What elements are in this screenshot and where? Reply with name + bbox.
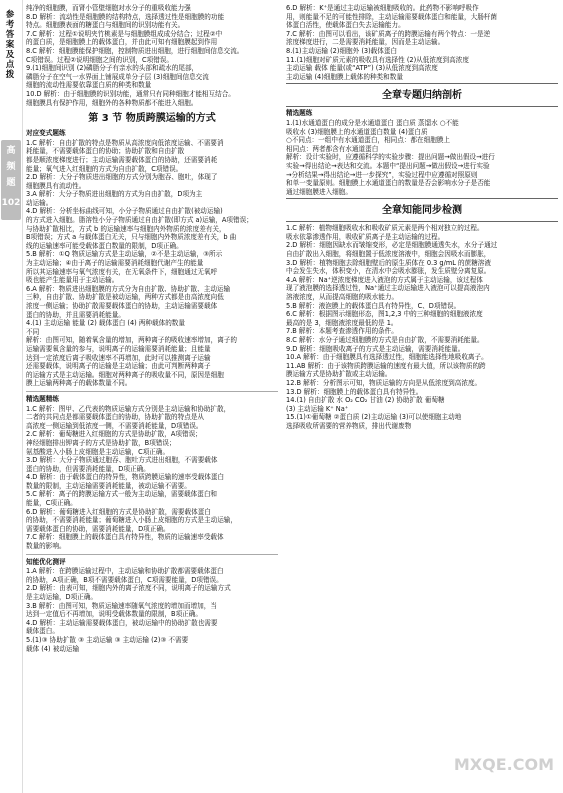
left-block-2 <box>26 405 278 551</box>
text-line: 7.C 解析：过程①说明夹竹桃素是与细胞膜组成成分结合；过程②中 <box>26 29 223 38</box>
text-line: 神经细胞排出钾离子的方式是协助扩散，B项错误； <box>26 438 176 447</box>
left-block-3 <box>26 567 278 653</box>
text-line: 线的运输速率可能受载体蛋白数量的限制，D项正确。 <box>26 241 183 250</box>
text-line: 2.D 解析：由表可知，细胞内外的离子浓度不同，说明离子的运输方式 <box>26 584 231 593</box>
text-line: 需要载体蛋白的协助，需要消耗能量，D项正确。 <box>26 524 170 533</box>
text-line: 8.C 解析：细胞膜能保护细胞，控制物质进出细胞，进行细胞间信息交流。 <box>26 46 244 55</box>
text-line: 细胞膜具有保护作用，细胞外的各种物质都不能进入细胞。 <box>26 98 198 107</box>
text-line: 3.D 解析：大分子物质通过胞吞、胞吐方式进出细胞，不需要载体 <box>26 456 218 465</box>
text-line: 动运输。 <box>26 198 53 207</box>
side-char: 点 <box>5 60 15 70</box>
text-line: 6.A 解析：物质进出细胞膜的方式分为自由扩散、协助扩散、主动运输 <box>26 284 231 293</box>
text-line: 所以其运输速率与氧气浓度有关，在无氧条件下，细胞通过无氧呼 <box>26 267 218 276</box>
divider <box>26 391 278 392</box>
subheading: 对应变式题练 <box>26 129 66 138</box>
section-rule <box>286 221 558 222</box>
text-line: 13.D 解析：细胞膜上的载体蛋白具有特异性。 <box>286 387 423 396</box>
side-tab-char: 题 <box>6 178 16 188</box>
text-line: 选择吸收所需要的营养物质，排出代谢废物 <box>286 421 412 430</box>
text-line: 3.A 解析：大分子物质进出细胞的方式为自由扩散，D项为主 <box>26 190 203 199</box>
text-line: 10.A 解析：由于细胞膜具有选择透过性，细胞能选择性地吸收离子。 <box>286 353 488 362</box>
text-line: 7.B 解析：本题考查渗透作用的条件。 <box>286 327 398 336</box>
text-line: 4.D 解析：主动运输需要载体蛋白，被动运输中的协助扩散也需要 <box>26 618 218 627</box>
text-line: 细胞膜具有流动性。 <box>26 181 86 190</box>
text-line: 8.C 解析：水分子通过细胞膜的方式是自由扩散，不需要消耗能量。 <box>286 336 484 344</box>
text-line: 细胞的流动性需要依靠蛋白质的种类和数量 <box>26 81 152 90</box>
text-line: 特点。细胞膜表面的糖蛋白与细胞间的识别功能有关。 <box>26 21 185 30</box>
text-line: 2.D 解析：细胞因缺水而皱缩变形，必定是细胞膜通透失水，水分子通过 <box>286 241 498 250</box>
text-line: 现了液泡膜的选择透过性，Na⁺通过主动运输进入液泡可以提高液泡内 <box>286 284 490 293</box>
text-line: 二者的共同点是都需要载体蛋白的协助，协助扩散的特点是从 <box>26 413 205 422</box>
text-line: 8.D 解析：流动性是细胞膜的结构特点，选择透过性是细胞膜的功能 <box>26 12 225 21</box>
right-column <box>286 4 558 431</box>
text-line: 氨基酸进入小肠上皮细胞是主动运输，C项正确。 <box>26 447 170 456</box>
side-tab <box>1 140 21 220</box>
text-line: 达到一定浓度后离子吸收速率不再增加，此时可以推测离子运输 <box>26 353 211 362</box>
text-line: 运输需要氧含量的参与，说明离子的运输需要消耗能量；且能量 <box>26 344 211 353</box>
text-line: 10.D 解析：由于细胞膜的识别功能，通常只有同种细胞才能相互结合。 <box>26 89 235 98</box>
text-line: 和单一变量原则。细胞膜上水通道蛋白的数量是否会影响水分子是否能 <box>286 179 491 188</box>
text-line: 吸也能产生能量用于主动运输。 <box>26 276 119 285</box>
subheading: 精选题精练 <box>26 394 59 403</box>
section-rule <box>286 198 558 199</box>
text-line: 解析：设计实验时，应遵循科学的实验步骤：提出问题→做出假设→进行 <box>286 153 495 162</box>
text-line: 1.C 解析：图甲、乙代表的物质运输方式分别是主动运输和协助扩散， <box>26 404 231 413</box>
side-char: 拨 <box>5 70 15 80</box>
text-line: 6.C 解析：根据图示细胞形态，图1,2,3 中的三种细胞的细胞液浓度 <box>286 310 483 319</box>
text-line: 纯净的细胞膜，而肾小管壁细胞对水分子的重吸收能力强 <box>26 4 191 12</box>
text-line: 4.A 解析：Na⁺逆浓度梯度进入液泡的方式属于主动运输，该过程体 <box>286 275 483 284</box>
text-line: 解析：由图可知，随着氧含量的增加，两种离子的吸收速率增加，离子的 <box>26 336 237 345</box>
text-line: 9.D 解析：细胞吸收离子的方式是主动运输，需要消耗能量。 <box>286 344 465 353</box>
text-line: 能量，C项正确。 <box>26 499 77 508</box>
text-line: 通过细胞膜进入细胞。 <box>286 187 352 196</box>
text-line: 数量的限制，主动运输需要消耗能量，被动运输不需要。 <box>26 481 191 490</box>
text-line: 最高的是 3，细胞液浓度最低的是 1。 <box>286 318 398 327</box>
text-line: 8.(1)主动运输 (2)细胞外 (3)载体蛋白 <box>286 46 398 55</box>
text-line: 实验→得出结论→表达和交流。本题中“提出问题→做出假设→进行实验 <box>286 161 490 170</box>
text-line: 三种，自由扩散、协助扩散是被动运输，两种方式都是由高浓度向低 <box>26 293 224 302</box>
right-block-1 <box>286 119 558 196</box>
text-line: 相同点：两者都含有水通道蛋白 <box>286 144 379 153</box>
text-line: 15.(1)①葡萄糖 ②蛋白质 (2)主动运输 (3)可以使细胞主动地 <box>286 413 462 422</box>
right-pre-block <box>286 4 558 81</box>
watermark-logo <box>420 740 560 780</box>
text-line: 达到一定值后不再增加，说明受载体数量的限制，B项正确。 <box>26 610 202 619</box>
text-line: 1.A 解析：在跨膜运输过程中，主动运输和协助扩散都需要载体蛋白 <box>26 567 224 576</box>
text-line: 的方式进入细胞。脂溶性小分子物质通过自由扩散(即方式 a)运输，A项错误； <box>26 216 253 225</box>
text-line: 溶液浓度，从而提高细胞的吸水能力。 <box>286 293 399 302</box>
text-line: 5.B 解析：①Q 物质运输方式是主动运输，②不是主动运输，③所示 <box>26 250 223 259</box>
subheading: 知能优化测评 <box>26 557 66 566</box>
section-rule <box>286 83 558 84</box>
text-line: 3.D 解析：植物细胞去除细胞壁后的原生质体在 0.3 g/mL 的蔗糖溶液 <box>286 258 491 267</box>
text-line: 中会发生失水，体积变小，在清水中会吸水膨胀，发生质壁分离复原。 <box>286 267 491 276</box>
text-line: 高浓度一侧运输到低浓度一侧，不需要消耗能量，D项错误。 <box>26 421 203 430</box>
text-line: 6.D 解析：K⁺是通过主动运输被细胞吸收的。此药物不影响呼吸作 <box>286 4 479 12</box>
text-line: 吸收水 (3)细胞膜上的水通道蛋白数量 (4)蛋白质 <box>286 127 428 136</box>
text-line: 主动运输 载体 能量(或“ATP”) (3)从低浓度到高浓度 <box>286 64 438 73</box>
side-char: 参 <box>5 10 15 20</box>
text-line: 用，则能量不足的可能性排除，主动运输需要载体蛋白和能量，大肠杆菌 <box>286 12 497 21</box>
text-line: 1.C 解析：植物细胞吸收水和吸收矿质元素是两个相对独立的过程。 <box>286 224 484 233</box>
text-line: 14.(1) 自由扩散 水 O₂ CO₂ 甘油 (2) 协助扩散 葡萄糖 <box>286 396 445 405</box>
text-line: 4.D 解析：分析坐标曲线可知，小分子物质通过自由扩散(被动运输) <box>26 207 223 216</box>
text-line: 吸水依靠渗透作用，吸收矿质离子是主动运输的过程。 <box>286 232 445 241</box>
side-char: 及 <box>5 50 15 60</box>
text-line: 12.B 解析：分析图示可知，物质运输的方向是从低浓度到高浓度。 <box>286 378 482 387</box>
text-line: 还需要载体，说明离子的运输是主动运输；由此可判断两种离子 <box>26 362 211 371</box>
text-line: 11.AB 解析：由于该物质跨膜运输的速度有最大值，所以该物质的跨 <box>286 361 486 370</box>
text-line: 5.C 解析：离子的跨膜运输方式一般为主动运输，需要载体蛋白和 <box>26 490 218 499</box>
side-char: 考 <box>5 20 15 30</box>
text-line: 能量；氧气进入红细胞的方式为自由扩散，C项错误。 <box>26 164 183 173</box>
watermark-text: MXQE.COM <box>453 755 554 774</box>
text-line: 自由扩散出入细胞，将细胞置于低浓度溶液中，细胞会因吸水而膨胀， <box>286 250 491 259</box>
text-line: 的协助，A项正确，B项不需要载体蛋白，C项需要能量，D项错误。 <box>26 575 223 584</box>
text-line: 磷脂分子在空气一水界面上铺展成单分子层 (3)细胞间信息交流 <box>26 72 209 81</box>
text-line: 浓度一侧运输；协助扩散需要载体蛋白的协助，主动运输需要载体 <box>26 302 218 310</box>
text-line: 11.(1)细胞对矿质元素的吸收具有选择性 (2)从低浓度到高浓度 <box>286 55 469 64</box>
text-line: B项错误；方式 a 与载体蛋白无关，只与细胞内外物质浓度差有关，b 曲 <box>26 233 237 242</box>
text-line: 为主动运输；④由于离子的运输需要消耗细胞代谢产生的能量 <box>26 259 204 268</box>
text-line: 1.C 解析：自由扩散的特点是物质从高浓度向低浓度运输、不需要消 <box>26 138 224 147</box>
section-rule <box>286 106 558 107</box>
text-line: ○不同点：一组中有水通道蛋白，相同点：都在细胞膜上 <box>286 136 451 145</box>
text-line: 与协助扩散相比，方式 b 的运输速率与细胞内外物质的浓度差有关， <box>26 224 226 233</box>
text-line: 膜运输方式是协助扩散或主动运输。 <box>286 370 392 379</box>
text-line: 主动运输 (4)细胞膜上载体的种类和数量 <box>286 72 403 81</box>
text-line: 的协助，不需要消耗能量；葡萄糖进入小肠上皮细胞的方式是主动运输， <box>26 516 237 525</box>
left-column <box>26 4 278 653</box>
side-tab-char: 高 <box>6 146 16 156</box>
text-line: 2.D 解析：大分子物质进出细胞的方式分别为胞吞、胞吐，体现了 <box>26 173 218 182</box>
text-line: 不同 <box>26 327 40 336</box>
section-title: 第 3 节 物质跨膜运输的方式 <box>88 113 216 125</box>
text-line: 蛋白的协助，但需要消耗能量，D项正确。 <box>26 464 150 473</box>
text-line: 6.D 解析：葡萄糖进入红细胞的方式是协助扩散，需要载体蛋白 <box>26 507 211 516</box>
text-line: 的蛋白质，是细胞膜上的载体蛋白，并由此可知有细胞膜起到作用 <box>26 38 218 47</box>
text-line: 膜上运输两种离子的载体数量不同。 <box>26 379 132 388</box>
text-line: 7.C 解析：细胞膜上的载体蛋白具有特异性，物质的运输速率受载体 <box>26 533 224 542</box>
text-line: 体蛋白活性，使载体蛋白失去运输能力。 <box>286 21 405 30</box>
text-line: 2.C 解析：葡萄糖进入红细胞的方式是协助扩散，A项错误； <box>26 430 202 439</box>
side-margin <box>0 0 23 793</box>
text-line: 4.D 解析：由于载体蛋白的特异性，物质跨膜运输的速率受载体蛋白 <box>26 473 225 482</box>
text-line: 载体 (4) 被动运输 <box>26 644 80 653</box>
side-title <box>3 10 17 80</box>
text-line: 5.B 解析：液泡膜上的载体蛋白具有特异性，C、D项错误。 <box>286 301 461 310</box>
text-line: 的运输方式是主动运输。细胞对两种离子的吸收量不同，原因是细胞 <box>26 370 224 379</box>
text-line: 5.(1)③ 协助扩散 ③ 主动运输 ③ 主动运输 (2)③ 不需要 <box>26 635 189 644</box>
text-line: 是主动运输，D项正确。 <box>26 593 98 601</box>
text-line: 3.B 解析：由图可知，物质运输速率随氧气浓度的增加而增加，当 <box>26 601 217 610</box>
text-line: 浓度梯度进行，二是需要消耗能量，因而是主动运输。 <box>286 38 445 47</box>
left-block-1 <box>26 139 278 388</box>
text-line: (3) 主动运输 K⁺ Na⁺ <box>286 404 349 413</box>
text-line: 都是顺浓度梯度进行；主动运输需要载体蛋白的协助，还需要消耗 <box>26 155 218 164</box>
subheading: 精选题练 <box>286 109 313 118</box>
text-line: 1.(1)水通道蛋白的成分是水通道蛋白 蛋白质 蒸馏水 ○不能 <box>286 118 459 127</box>
text-line: 蛋白的协助，并且需要消耗能量。 <box>26 310 125 319</box>
divider <box>26 554 278 555</box>
text-line: 数量的影响。 <box>26 542 66 551</box>
text-line: 7.C 解析：由图可以看出，该矿质离子的跨膜运输有两个特点：一是逆 <box>286 29 491 38</box>
text-line: 耗能量，不需要载体蛋白的协助；协助扩散和自由扩散 <box>26 147 185 156</box>
left-pre-block <box>26 4 278 107</box>
section-title: 全章专题归纳剖析 <box>382 90 462 102</box>
side-tab-char: 频 <box>6 162 16 172</box>
text-line: 4.(1) 主动运输 能量 (2) 载体蛋白 (4) 两种载体的数量 <box>26 319 185 328</box>
side-char: 案 <box>5 40 15 50</box>
text-line: 载体蛋白。 <box>26 627 59 636</box>
right-block-2 <box>286 224 558 430</box>
text-line: →分析结果→得出结论→进一步探究”，实验过程中应遵循对照原则 <box>286 170 478 179</box>
page-number: 102 <box>1 198 21 208</box>
text-line: C项错误。过程②说明细胞之间的识别，C项错误。 <box>26 55 173 64</box>
section-title: 全章知能同步检测 <box>382 205 462 217</box>
side-char: 答 <box>5 30 15 40</box>
text-line: 9.(1)细胞间识别 (2)磷脂分子有亲水的头部和疏水的尾部， <box>26 64 199 73</box>
